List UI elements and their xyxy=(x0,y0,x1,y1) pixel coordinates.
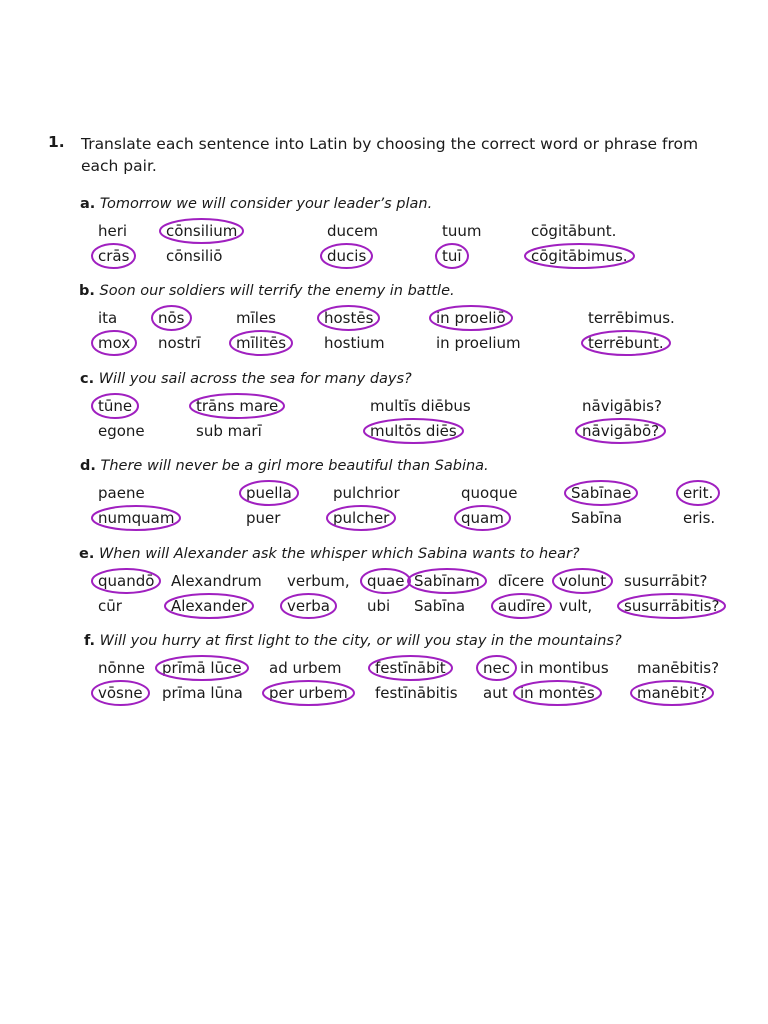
answer-choice[interactable]: aut xyxy=(483,684,508,702)
item-letter: e. xyxy=(79,546,95,562)
item-letter: c. xyxy=(80,371,95,387)
item-prompt xyxy=(79,283,455,299)
answer-choice[interactable]: susurrābit? xyxy=(624,572,708,590)
answer-choice-circled[interactable]: terrēbunt. xyxy=(588,334,664,352)
answer-choice[interactable]: egone xyxy=(98,422,145,440)
item-prompt xyxy=(79,546,580,562)
item-letter: d. xyxy=(80,458,96,474)
answer-choice-circled[interactable]: Sabīnam xyxy=(414,572,480,590)
answer-choice[interactable]: in montibus xyxy=(520,659,609,677)
item-letter: a. xyxy=(80,196,96,212)
answer-choice-circled[interactable]: manēbit? xyxy=(637,684,708,702)
item-sentence: There will never be a girl more beautiful than Sabina. xyxy=(95,458,489,474)
answer-choice[interactable]: vult, xyxy=(559,597,593,615)
answer-choice[interactable]: puer xyxy=(246,509,281,527)
answer-choice-circled[interactable]: mox xyxy=(98,334,131,352)
answer-choice[interactable]: sub marī xyxy=(196,422,262,440)
answer-choice-circled[interactable]: mīlitēs xyxy=(236,334,287,352)
answer-choice[interactable]: cōgitābunt. xyxy=(531,222,617,240)
answer-choice-circled[interactable]: pulcher xyxy=(333,509,390,527)
item-letter: f. xyxy=(84,633,96,649)
item-prompt xyxy=(80,196,432,212)
answer-choice-circled[interactable]: prīmā lūce xyxy=(162,659,242,677)
answer-choice[interactable]: nāvigābis? xyxy=(582,397,662,415)
answer-choice[interactable]: cōnsiliō xyxy=(166,247,223,265)
answer-choice-circled[interactable]: verba xyxy=(287,597,330,615)
answer-choice[interactable]: Sabīna xyxy=(571,509,623,527)
answer-choice[interactable]: hostium xyxy=(324,334,385,352)
answer-choice-circled[interactable]: multōs diēs xyxy=(370,422,457,440)
item-prompt xyxy=(80,458,489,474)
answer-choice[interactable]: pulchrior xyxy=(333,484,400,502)
answer-choice[interactable]: ad urbem xyxy=(269,659,342,677)
item-sentence: Soon our soldiers will terrify the enemy in battle. xyxy=(94,283,455,299)
item-sentence: Tomorrow we will consider your leader’s plan. xyxy=(95,196,433,212)
answer-choice-circled[interactable]: trāns mare xyxy=(196,397,279,415)
answer-choice[interactable]: paene xyxy=(98,484,145,502)
item-prompt xyxy=(80,371,412,387)
answer-choice-circled[interactable]: quandō xyxy=(98,572,155,590)
answer-choice[interactable]: in proelium xyxy=(436,334,521,352)
answer-choice-circled[interactable]: susurrābitis? xyxy=(624,597,720,615)
answer-choice[interactable]: festīnābitis xyxy=(375,684,458,702)
answer-choice-circled[interactable]: Alexander xyxy=(171,597,247,615)
answer-choice-circled[interactable]: in proeliō xyxy=(436,309,506,327)
answer-choice[interactable]: cūr xyxy=(98,597,122,615)
answer-choice-circled[interactable]: tūne xyxy=(98,397,133,415)
answer-choice-circled[interactable]: ducis xyxy=(327,247,367,265)
answer-choice[interactable]: ubi xyxy=(367,597,391,615)
answer-choice-circled[interactable]: vōsne xyxy=(98,684,143,702)
answer-choice-circled[interactable]: quam xyxy=(461,509,504,527)
answer-choice-circled[interactable]: cōgitābimus. xyxy=(531,247,628,265)
answer-choice[interactable]: mīles xyxy=(236,309,276,327)
answer-choice-circled[interactable]: crās xyxy=(98,247,130,265)
answer-choice-circled[interactable]: in montēs xyxy=(520,684,595,702)
answer-choice-circled[interactable]: numquam xyxy=(98,509,175,527)
answer-choice-circled[interactable]: festīnābit xyxy=(375,659,446,677)
answer-choice-circled[interactable]: Sabīnae xyxy=(571,484,632,502)
answer-choice-circled[interactable]: cōnsilium xyxy=(166,222,238,240)
question-instructions: Translate each sentence into Latin by choosing the correct word or phrase from each pair. xyxy=(81,135,699,175)
answer-choice[interactable]: dīcere xyxy=(498,572,545,590)
answer-choice[interactable]: prīma lūna xyxy=(162,684,243,702)
item-sentence: Will you hurry at first light to the city, or will you stay in the mountains? xyxy=(95,633,622,649)
answer-choice-circled[interactable]: tuī xyxy=(442,247,462,265)
question-number: 1. xyxy=(48,133,65,151)
answer-choice-circled[interactable]: volunt xyxy=(559,572,607,590)
answer-choice[interactable]: eris. xyxy=(683,509,716,527)
answer-choice[interactable]: verbum, xyxy=(287,572,350,590)
answer-choice-circled[interactable]: nāvigābō? xyxy=(582,422,660,440)
answer-choice[interactable]: Alexandrum xyxy=(171,572,262,590)
answer-choice-circled[interactable]: puella xyxy=(246,484,292,502)
answer-choice[interactable]: ducem xyxy=(327,222,379,240)
answer-choice[interactable]: multīs diēbus xyxy=(370,397,471,415)
item-sentence: Will you sail across the sea for many days? xyxy=(94,371,412,387)
answer-choice[interactable]: manēbitis? xyxy=(637,659,720,677)
answer-choice[interactable]: quoque xyxy=(461,484,518,502)
answer-choice-circled[interactable]: nec xyxy=(483,659,510,677)
answer-choice-circled[interactable]: per urbem xyxy=(269,684,348,702)
answer-choice[interactable]: terrēbimus. xyxy=(588,309,675,327)
answer-choice[interactable]: Sabīna xyxy=(414,597,466,615)
answer-choice[interactable]: tuum xyxy=(442,222,482,240)
item-sentence: When will Alexander ask the whisper which Sabina wants to hear? xyxy=(94,546,580,562)
answer-choice-circled[interactable]: audīre xyxy=(498,597,546,615)
item-prompt xyxy=(84,633,622,649)
answer-choice[interactable]: nōnne xyxy=(98,659,145,677)
answer-choice[interactable]: ita xyxy=(98,309,118,327)
answer-choice-circled[interactable]: erit. xyxy=(683,484,714,502)
answer-choice[interactable]: heri xyxy=(98,222,128,240)
item-letter: b. xyxy=(79,283,95,299)
answer-choice-circled[interactable]: nōs xyxy=(158,309,185,327)
answer-choice-circled[interactable]: quae xyxy=(367,572,405,590)
answer-choice-circled[interactable]: hostēs xyxy=(324,309,374,327)
answer-choice[interactable]: nostrī xyxy=(158,334,201,352)
